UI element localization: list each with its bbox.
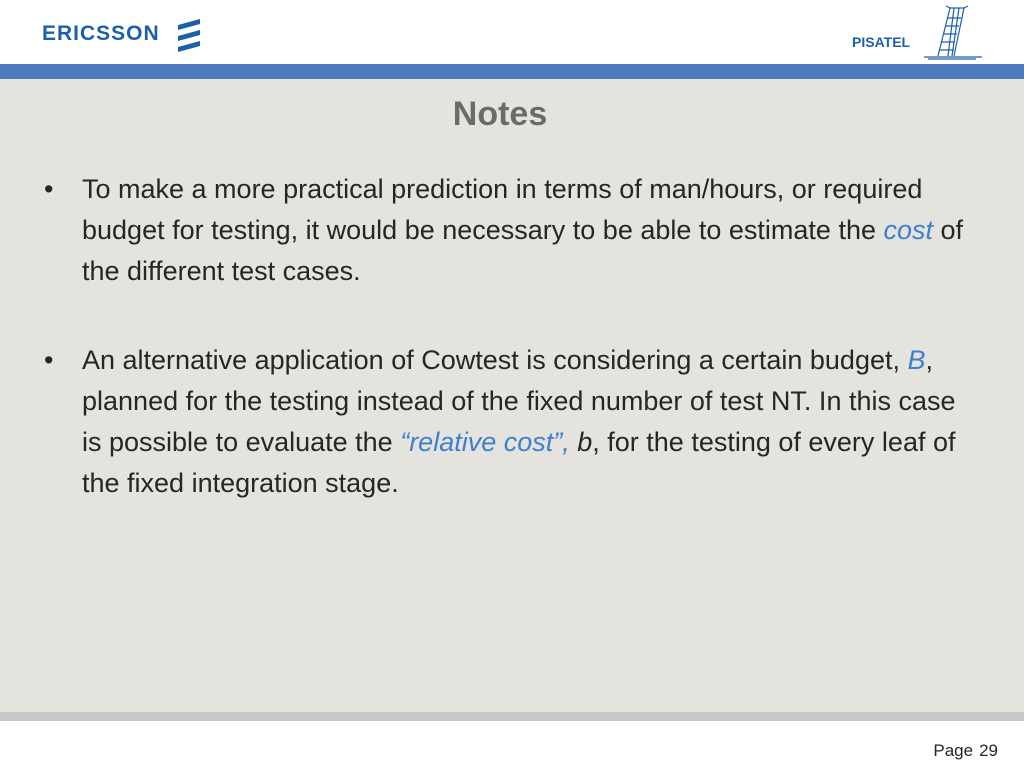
bullet-list xyxy=(44,169,974,552)
page-label: Page xyxy=(933,741,974,760)
bullet-text: of the different test cases. xyxy=(82,215,964,286)
bullet-item-budget xyxy=(44,340,974,504)
bullet-text: , for the testing of every leaf of the fixed integration stage. xyxy=(82,427,956,498)
ericsson-logo-text: ERICSSON xyxy=(42,22,160,45)
bullet-text: To make a more practical prediction in terms of man/hours, or required budget for testing, it would be necessary to be able to estimate the xyxy=(82,174,923,245)
pisatel-logo xyxy=(852,4,984,60)
header-rule xyxy=(0,64,1024,79)
bullet-text: An alternative application of Cowtest is considering a certain budget, xyxy=(82,345,908,375)
slide-content xyxy=(0,79,1024,712)
ericsson-logo xyxy=(42,14,204,54)
pisatel-tower-icon xyxy=(924,4,982,60)
pisatel-logo-text: PISATEL xyxy=(852,34,911,50)
emphasis-cost: cost xyxy=(883,215,934,245)
bullet-item-cost xyxy=(44,169,974,292)
ericsson-logo-icon xyxy=(174,16,204,52)
footer-rule xyxy=(0,712,1024,721)
slide-title: Notes xyxy=(452,95,548,133)
slide-header xyxy=(0,0,1024,64)
emphasis-relative-cost-symbol: b xyxy=(577,427,593,457)
bullet-marker: • xyxy=(44,174,54,204)
page-number-value: 29 xyxy=(979,741,998,760)
bullet-text: , planned for the testing instead of the fixed number of test NT. In this case is possible to evaluate the xyxy=(82,345,956,457)
bullet-marker: • xyxy=(44,345,54,375)
page-number xyxy=(933,741,998,761)
emphasis-relative-cost: “relative cost”, xyxy=(400,427,578,457)
slide-footer xyxy=(0,721,1024,768)
emphasis-budget-symbol: B xyxy=(907,345,926,375)
